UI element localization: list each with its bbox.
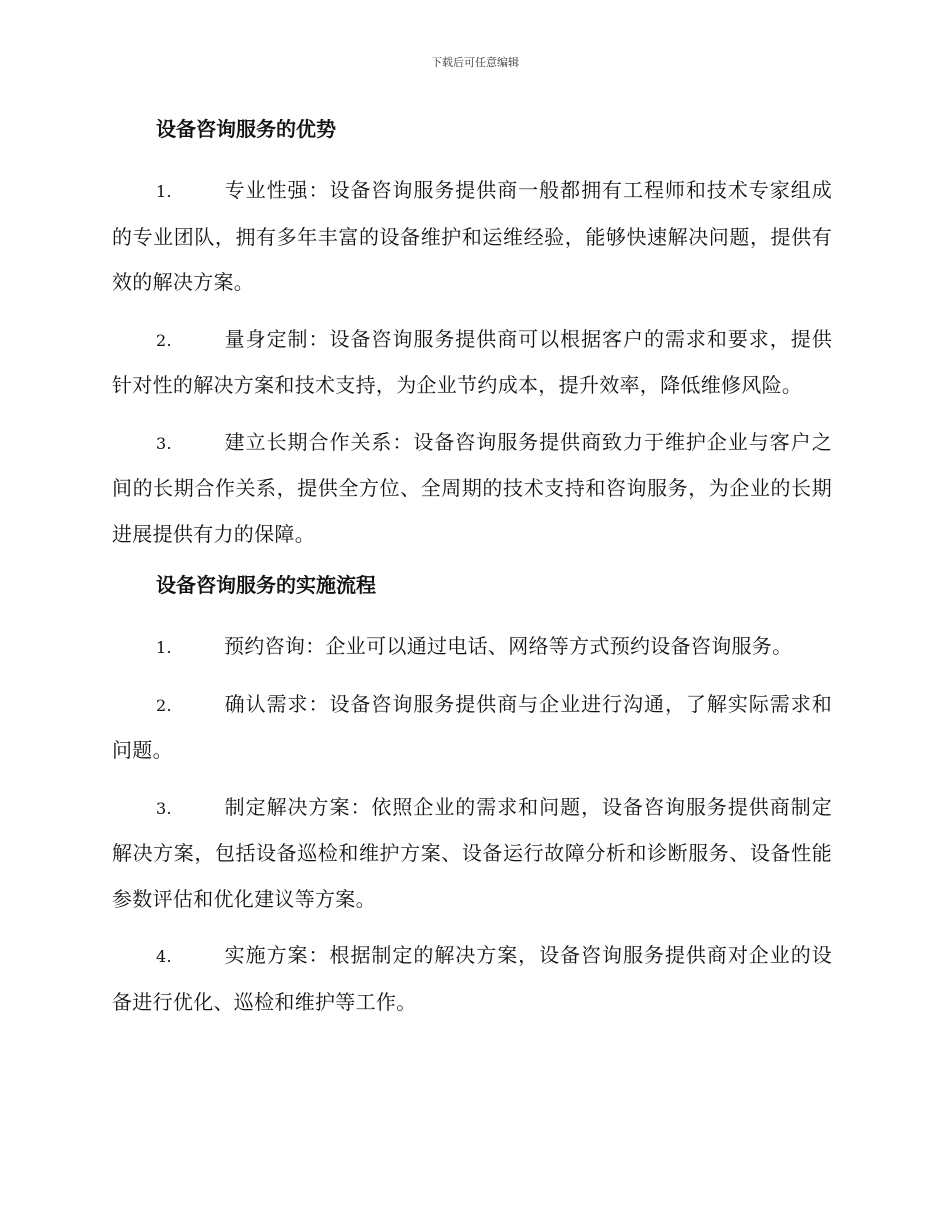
document-body xyxy=(112,112,832,1036)
item-text: 预约咨询：企业可以通过电话、网络等方式预约设备咨询服务。 xyxy=(224,634,793,658)
section-advantages xyxy=(112,112,832,557)
list-item xyxy=(112,168,832,306)
list-item xyxy=(112,624,832,671)
list-item xyxy=(112,933,832,1025)
list-item xyxy=(112,317,832,409)
item-number: 1. xyxy=(156,182,172,201)
item-number: 3. xyxy=(156,798,172,818)
section-process xyxy=(112,568,832,1025)
item-number: 3. xyxy=(156,433,172,453)
item-number: 1. xyxy=(156,638,172,657)
section-title: 设备咨询服务的优势 xyxy=(156,117,336,141)
item-text: 确认需求：设备咨询服务提供商与企业进行沟通，了解实际需求和问题。 xyxy=(112,691,832,762)
item-text: 实施方案：根据制定的解决方案，设备咨询服务提供商对企业的设备进行优化、巡检和维护等工作。 xyxy=(112,943,832,1014)
section-title: 设备咨询服务的实施流程 xyxy=(156,573,376,597)
item-number: 2. xyxy=(156,695,172,715)
list-item xyxy=(112,785,832,923)
item-number: 2. xyxy=(156,330,172,350)
list-item xyxy=(112,682,832,774)
item-text: 专业性强：设备咨询服务提供商一般都拥有工程师和技术专家组成的专业团队，拥有多年丰富的设备维护和运维经验，能够快速解决问题，提供有效的解决方案。 xyxy=(112,178,832,294)
item-text: 建立长期合作关系：设备咨询服务提供商致力于维护企业与客户之间的长期合作关系，提供全方位、全周期的技术支持和咨询服务，为企业的长期进展提供有力的保障。 xyxy=(112,429,832,546)
item-number: 4. xyxy=(156,947,172,966)
item-text: 制定解决方案：依照企业的需求和问题，设备咨询服务提供商制定解决方案，包括设备巡检和维护方案、设备运行故障分析和诊断服务、设备性能参数评估和优化建议等方案。 xyxy=(112,794,832,911)
list-item xyxy=(112,420,832,558)
item-text: 量身定制：设备咨询服务提供商可以根据客户的需求和要求，提供针对性的解决方案和技术支持，为企业节约成本，提升效率，降低维修风险。 xyxy=(112,326,832,397)
header-note: 下载后可任意编辑 xyxy=(431,56,519,69)
